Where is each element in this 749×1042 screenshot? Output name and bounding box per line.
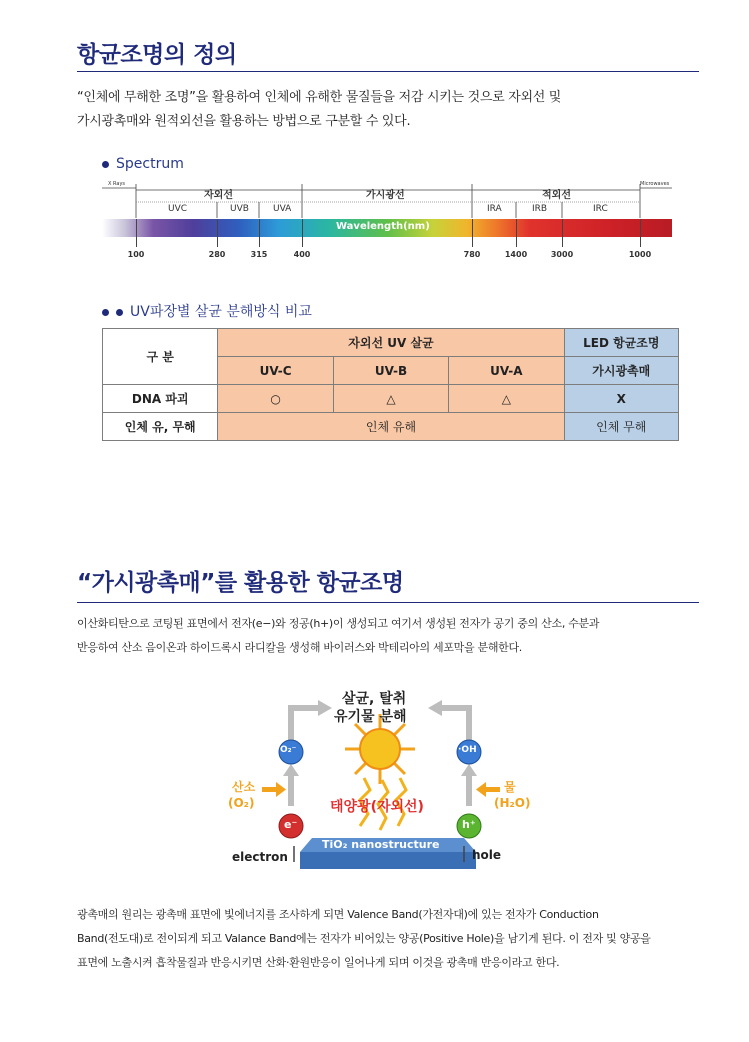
title-divider bbox=[77, 71, 699, 72]
paragraph-line: 표면에 노출시켜 흡착물질과 반응시키면 산화·환원반응이 일어나게 되며 이것을 광촉매 반응이라고 한다. bbox=[77, 956, 560, 969]
row-label-dna: DNA 파괴 bbox=[103, 385, 218, 413]
tick-label: 315 bbox=[250, 250, 268, 259]
hole-symbol: h⁺ bbox=[462, 818, 476, 831]
band-label-irc: IRC bbox=[593, 204, 608, 214]
paragraph-line: 가시광촉매와 원적외선을 활용하는 방법으로 구분할 수 있다. bbox=[77, 114, 411, 129]
paragraph-line: Band(전도대)로 전이되게 되고 Valance Band에는 전자가 비어있는 양공(Positive Hole)을 남기게 된다. 이 전자 및 양공을 bbox=[77, 932, 651, 945]
paragraph-line: 이산화티탄으로 코팅된 표면에서 전자(e−)와 정공(h+)이 생성되고 여기서 생성된 전자가 공기 중의 산소, 수분과 bbox=[77, 617, 600, 630]
photocatalyst-paragraph bbox=[77, 612, 599, 660]
wavelength-label: Wavelength(nm) bbox=[336, 221, 430, 232]
oxygen-label: 산소 bbox=[232, 780, 256, 794]
electron-label: electron bbox=[232, 850, 288, 864]
tick-mark bbox=[259, 219, 260, 247]
arrow-right-icon bbox=[318, 700, 332, 716]
effect-label-line2: 유기물 분해 bbox=[334, 709, 407, 725]
tick-label: 1400 bbox=[504, 250, 528, 259]
section-title-photocatalyst: “가시광촉매”를 활용한 항균조명 bbox=[77, 570, 404, 596]
arrow-right-icon bbox=[276, 782, 286, 797]
sunlight-label: 태양광(자외선) bbox=[330, 799, 424, 815]
tick-label: 100 bbox=[127, 250, 145, 259]
band-label-uva: UVA bbox=[273, 204, 292, 214]
o2-minus-label: O₂⁻ bbox=[280, 745, 297, 755]
arrow-left-icon bbox=[428, 700, 442, 716]
group-label-ir: 적외선 bbox=[542, 190, 571, 201]
oh-label: ·OH bbox=[458, 745, 477, 755]
effect-label-line1: 살균, 탈취 bbox=[342, 691, 407, 707]
tick-label: 1000 bbox=[628, 250, 652, 259]
band-label-irb: IRB bbox=[532, 204, 548, 214]
tick-mark bbox=[136, 219, 137, 247]
header-led-sub: 가시광촉매 bbox=[564, 357, 678, 385]
oxygen-formula: (O₂) bbox=[228, 796, 255, 810]
bullet-icon bbox=[102, 309, 109, 316]
group-label-visible: 가시광선 bbox=[366, 190, 405, 201]
tick-label: 400 bbox=[293, 250, 311, 259]
electron-symbol: e⁻ bbox=[284, 818, 298, 831]
table-row bbox=[103, 385, 679, 413]
paragraph-line: 광촉매의 원리는 광촉매 표면에 빛에너지를 조사하게 되면 Valence Band(가전자대)에 있는 전자가 Conduction bbox=[77, 908, 599, 921]
orange-arrow-body bbox=[262, 787, 278, 792]
arrow-up-icon bbox=[283, 764, 299, 776]
header-led-group: LED 항균조명 bbox=[564, 329, 678, 357]
cell-dna-uvc: ○ bbox=[218, 385, 333, 413]
spectrum-heading-text: Spectrum bbox=[116, 156, 184, 172]
band-label-uvc: UVC bbox=[168, 204, 188, 214]
water-label: 물 bbox=[504, 780, 516, 794]
xrays-label: X Rays bbox=[108, 181, 126, 187]
section-title-definition: 항균조명의 정의 bbox=[77, 42, 237, 68]
band-label-ira: IRA bbox=[487, 204, 502, 214]
comparison-heading bbox=[102, 301, 312, 321]
table-row bbox=[103, 329, 679, 357]
table-row bbox=[103, 413, 679, 441]
definition-paragraph bbox=[77, 86, 561, 134]
group-label-uv: 자외선 bbox=[204, 190, 233, 201]
tick-mark bbox=[472, 219, 473, 247]
orange-arrow-body bbox=[484, 787, 500, 792]
tick-label: 280 bbox=[208, 250, 226, 259]
arrow-left-icon bbox=[476, 782, 486, 797]
plate-label: TiO₂ nanostructure bbox=[322, 838, 440, 851]
paragraph-line: “인체에 무해한 조명”을 활용하여 인체에 유해한 물질들을 저감 시키는 것으로 자외선 및 bbox=[77, 90, 562, 105]
uv-comparison-table bbox=[102, 328, 679, 441]
arrow-up-icon bbox=[461, 764, 477, 776]
header-uvc: UV-C bbox=[218, 357, 333, 385]
cell-dna-uvb: △ bbox=[333, 385, 448, 413]
tick-label: 780 bbox=[463, 250, 481, 259]
plate-front bbox=[300, 852, 476, 869]
bullet-icon bbox=[116, 309, 123, 316]
cell-dna-uva: △ bbox=[449, 385, 564, 413]
cell-harm-uv: 인체 유해 bbox=[218, 413, 564, 441]
spectrum-figure bbox=[102, 178, 682, 268]
tick-mark bbox=[640, 219, 641, 247]
cell-dna-led: X bbox=[564, 385, 678, 413]
tick-mark bbox=[302, 219, 303, 247]
bullet-icon bbox=[102, 161, 109, 168]
row-label-harm: 인체 유, 무해 bbox=[103, 413, 218, 441]
tick-label: 3000 bbox=[550, 250, 574, 259]
header-gubun: 구 분 bbox=[103, 329, 218, 385]
spectrum-heading bbox=[102, 156, 184, 172]
header-uva: UV-A bbox=[449, 357, 564, 385]
photocatalyst-diagram bbox=[228, 686, 532, 876]
tick-mark bbox=[562, 219, 563, 247]
header-uv-group: 자외선 UV 살균 bbox=[218, 329, 564, 357]
tick-mark bbox=[217, 219, 218, 247]
principle-paragraph bbox=[77, 903, 651, 975]
tick-mark bbox=[516, 219, 517, 247]
band-label-uvb: UVB bbox=[230, 204, 249, 214]
title-divider bbox=[77, 602, 699, 603]
water-formula: (H₂O) bbox=[494, 796, 531, 810]
header-uvb: UV-B bbox=[333, 357, 448, 385]
microwaves-label: Microwaves bbox=[640, 181, 670, 187]
hole-label: hole bbox=[472, 848, 502, 862]
comparison-heading-text: UV파장별 살균 분해방식 비교 bbox=[130, 304, 312, 320]
cell-harm-led: 인체 무해 bbox=[564, 413, 678, 441]
paragraph-line: 반응하여 산소 음이온과 하이드록시 라디칼을 생성해 바이러스와 박테리아의 세포막을 분해한다. bbox=[77, 641, 523, 654]
